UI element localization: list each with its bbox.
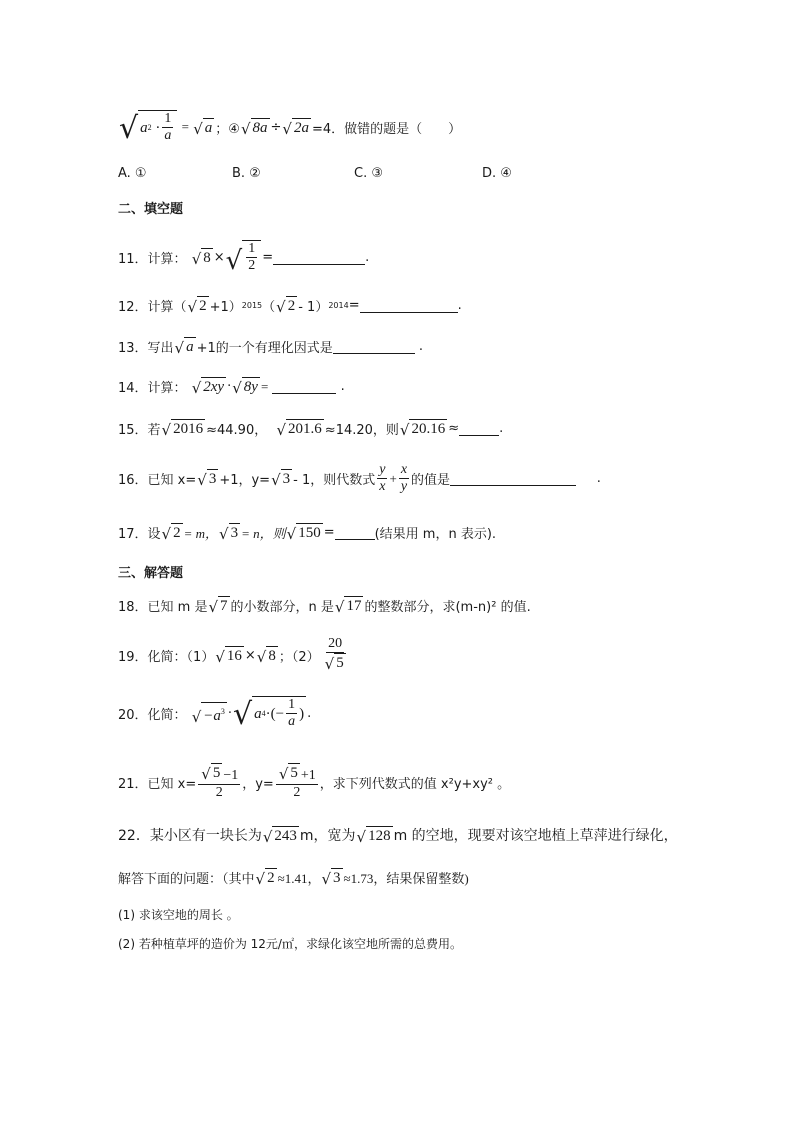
answer-blank	[459, 421, 499, 436]
question-18: 18．已知 m 是 √ 7 的小数部分，n 是 √ 17 的整数部分，求(m-n)² 的值.	[118, 598, 531, 616]
sqrt-expr: √ a 2 · $\frac{1}{a}$	[119, 110, 177, 144]
question-12: 12．计算（ √ 2 +1） 2015 （ √ 2 - 1） 2014 = .	[118, 298, 462, 316]
option-a: A. ①	[118, 166, 147, 181]
section-heading-fill: 二、填空题	[118, 202, 184, 217]
question-22-part-1: (1) 求该空地的周长 。	[118, 908, 239, 922]
section-heading-answer: 三、解答题	[118, 566, 184, 581]
question-16: 16．已知 x= √ 3 +1，y= √ 3 - 1，则代数式 $\frac{y}{x}$ + $\frac{x}{y}$ 的值是 .	[118, 462, 601, 494]
question-22: 22．某小区有一块长为 √ 243 m，宽为 √ 128 m 的空地，现要对该空地植上草萍进行绿化，	[118, 827, 678, 846]
question-13: 13．写出 √ a +1的一个有理化因式是 .	[118, 339, 424, 357]
answer-blank	[333, 339, 415, 354]
question-22-note: 解答下面的问题：（其中 √ 2 ≈1.41， √ 3 ≈1.73，结果保留整数)	[118, 870, 469, 888]
answer-blank	[335, 525, 375, 540]
option-d: D. ④	[482, 166, 512, 181]
question-20: 20．化简： √ $-a^3$ · √ a 4 ·(− $\frac{1}{a}$ ) .	[118, 697, 312, 732]
answer-blank	[272, 379, 336, 394]
question-17: 17．设 √ 2 = m， √ 3 = n，则 √ 150 = (结果用 m，n 表示).	[118, 525, 497, 543]
option-c: C. ③	[354, 166, 383, 181]
question-14: 14．计算： √ 2xy · √ 8y = .	[118, 378, 345, 397]
q10-tail: √ a 2 · $\frac{1}{a}$ = √ a ；④ √ 8a ÷ √ 2a =4．做错的题是（ ）	[119, 111, 462, 146]
answer-blank	[450, 471, 576, 486]
answer-blank	[360, 298, 458, 313]
question-11: 11．计算： √ 8 × √ $\frac{1}{2}$ = .	[118, 241, 370, 276]
option-b: B. ②	[232, 166, 261, 181]
question-22-part-2: (2) 若种植草坪的造价为 12元/㎡，求绿化该空地所需的总费用。	[118, 937, 462, 951]
question-21: 21．已知 x= √ 5 −1 2 ，y= √ 5 +1 2 ，求下列代数式的值 x²y+xy² 。	[118, 765, 511, 800]
question-15: 15．若 √ 2016 ≈44.90， √ 201.6 ≈14.20，则 √ 20.16 ≈ .	[118, 421, 504, 439]
answer-blank	[273, 250, 365, 265]
question-19: 19．化简：（1） √ 16 × √ 8 ；（2） 20 √ 5	[118, 636, 344, 673]
